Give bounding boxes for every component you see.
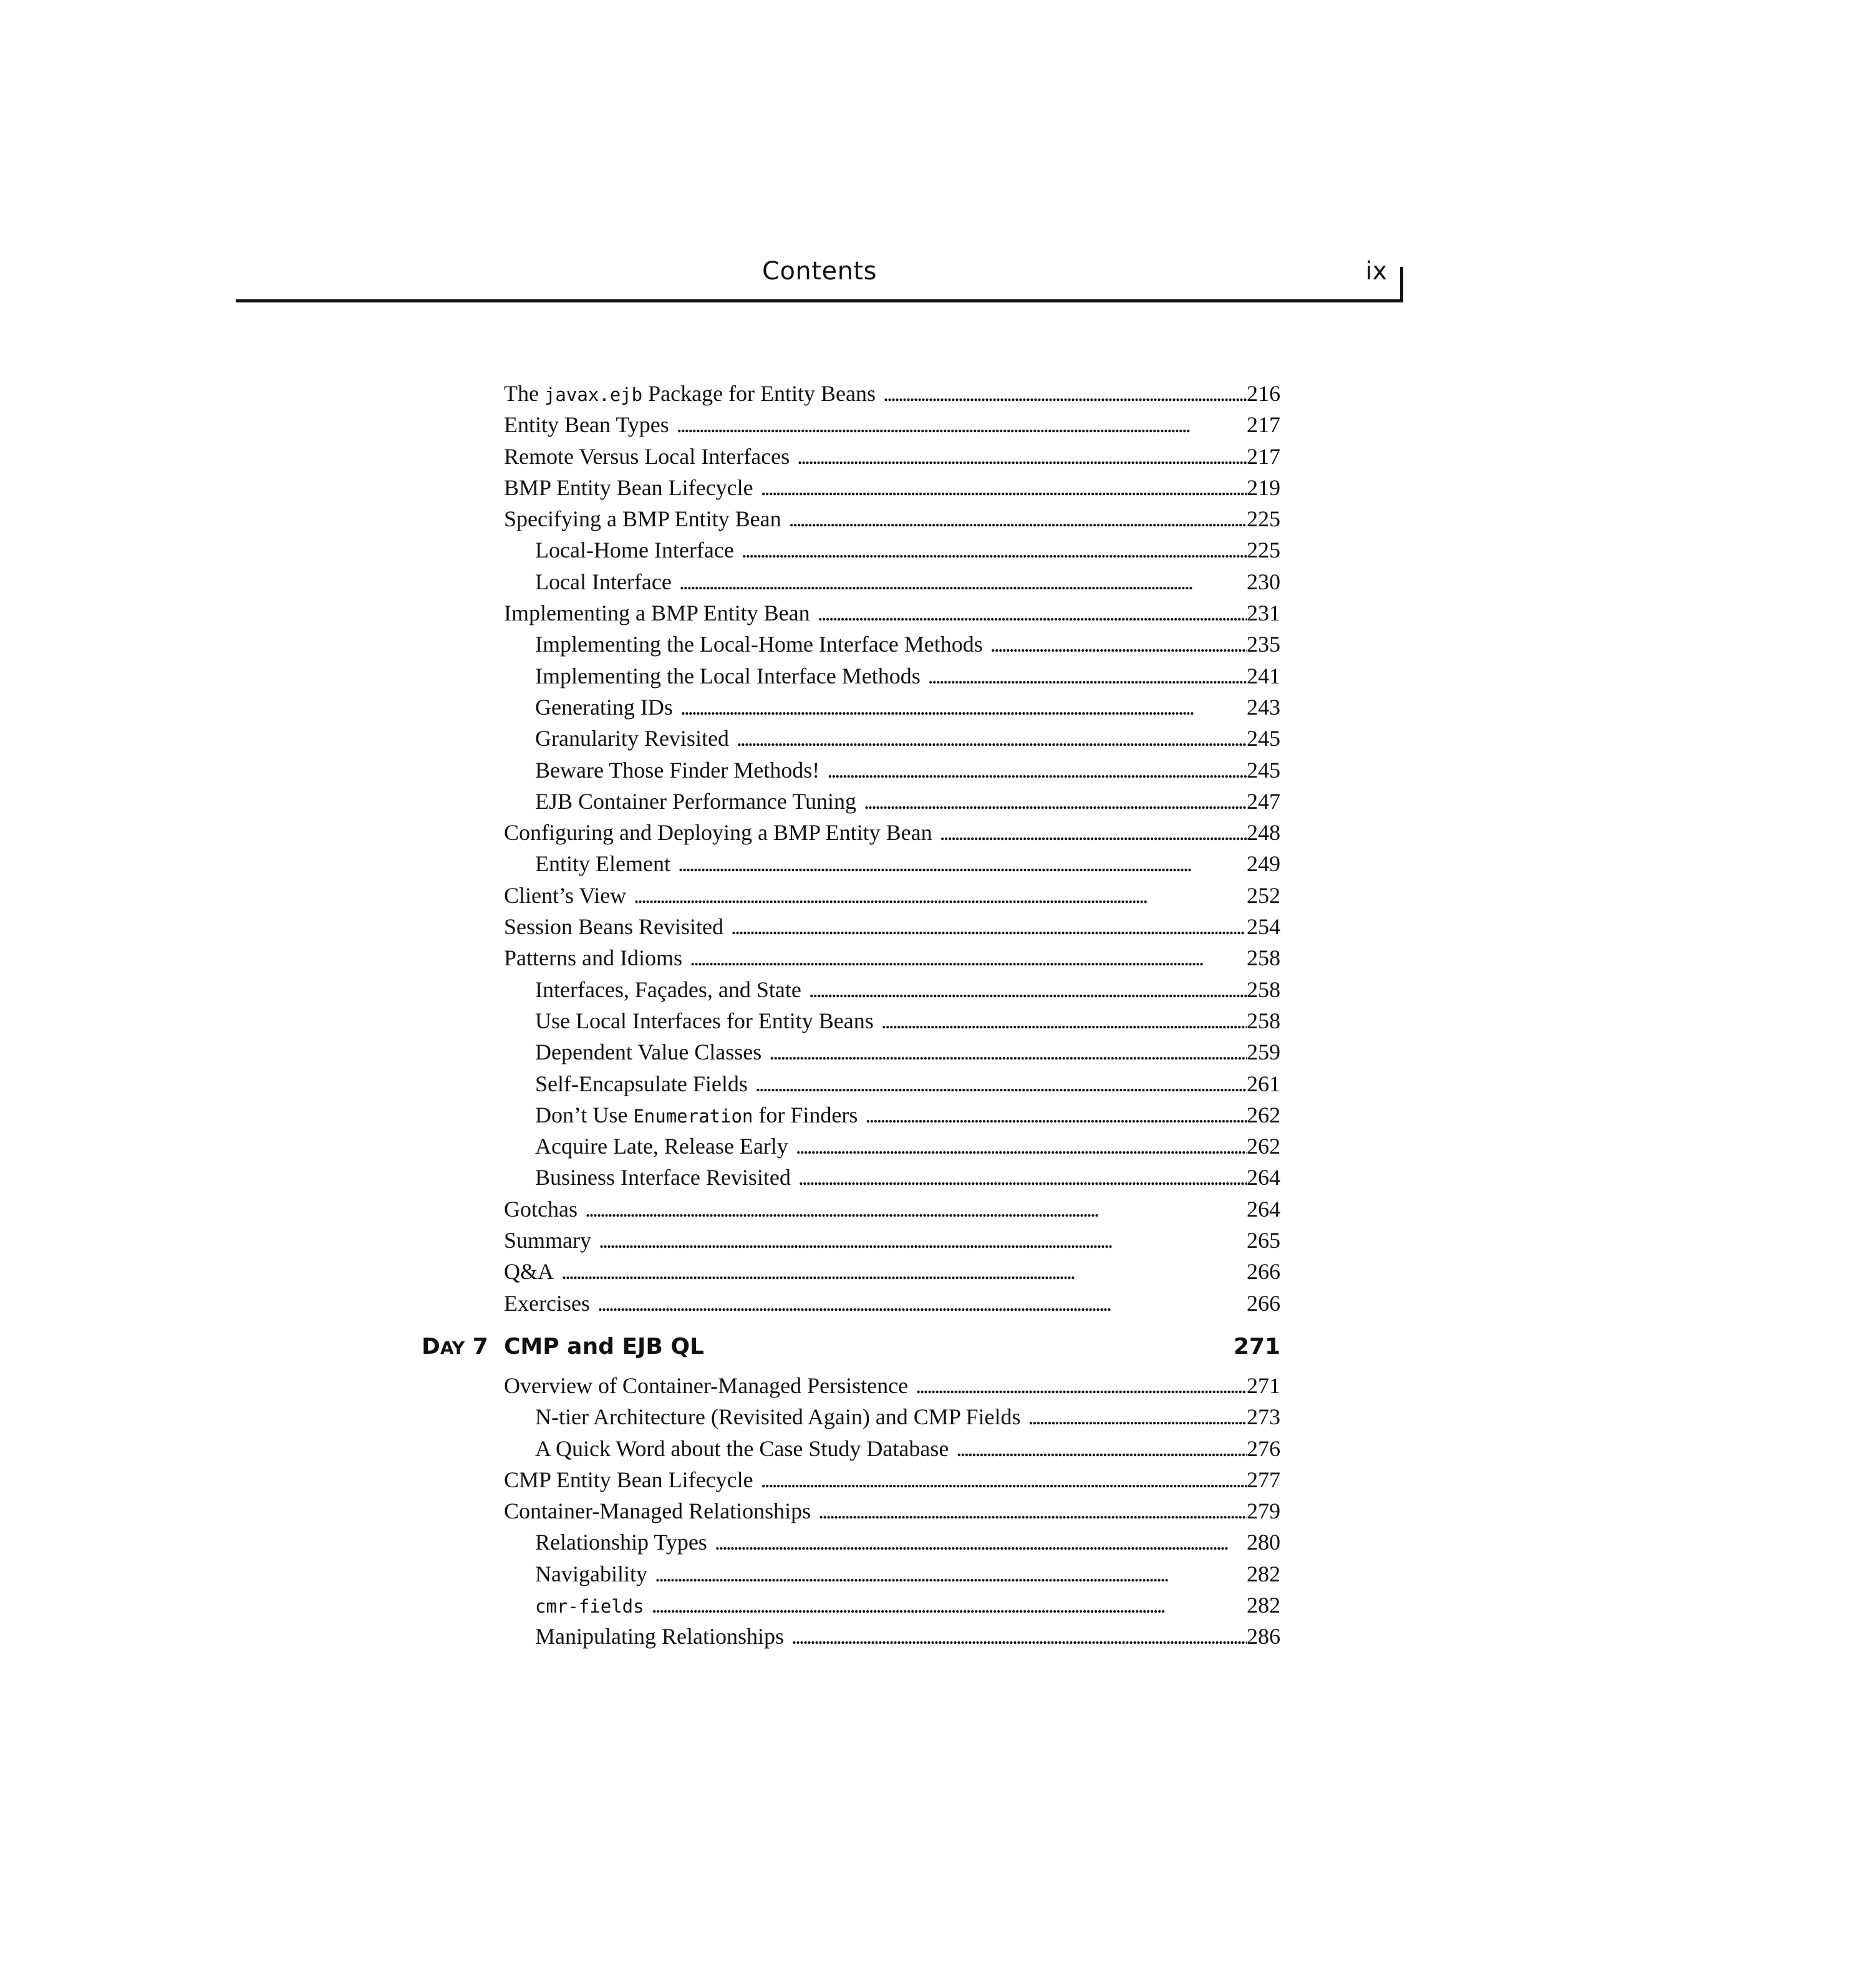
toc-entry <box>504 786 1280 817</box>
dot-leader <box>940 817 1247 848</box>
toc-entry-page: 252 <box>1247 882 1280 908</box>
dot-leader <box>798 1162 1247 1193</box>
toc-entry <box>504 441 1280 472</box>
toc-entry <box>504 660 1280 692</box>
toc-entry-page: 271 <box>1247 1373 1280 1398</box>
toc-entry-page: 217 <box>1247 412 1280 438</box>
toc-entry-page: 261 <box>1247 1071 1280 1096</box>
toc-entry-text: Gotchas <box>504 1196 578 1222</box>
toc-entry-title <box>535 660 928 692</box>
toc-entry-text: Implementing a BMP Entity Bean <box>504 601 810 626</box>
toc-entry <box>504 1068 1280 1099</box>
toc-entry-text: Remote Versus Local Interfaces <box>504 443 790 469</box>
dot-leader <box>797 441 1247 472</box>
dot-leader <box>761 1464 1247 1495</box>
dot-leader <box>731 911 1247 942</box>
toc-entry-text: Q&A <box>504 1259 554 1285</box>
toc-entry-title <box>504 1495 818 1527</box>
toc-entry-page: 219 <box>1247 475 1280 500</box>
toc-entry <box>504 911 1280 942</box>
toc-entry-text: Specifying a BMP Entity Bean <box>504 506 781 532</box>
toc-entry-title <box>535 534 742 566</box>
toc-entry <box>504 1225 1280 1256</box>
toc-entry-text: Beware Those Finder Methods! <box>535 757 820 783</box>
dot-leader <box>561 1256 1247 1287</box>
toc-entry <box>504 1099 1280 1131</box>
toc-entry-page: 258 <box>1247 945 1280 971</box>
toc-entry <box>504 1401 1280 1432</box>
toc-entry-text: Navigability <box>535 1561 647 1586</box>
toc-entry-title <box>535 1162 798 1193</box>
toc-entry-text: Local-Home Interface <box>535 538 734 563</box>
header-rule <box>1400 267 1403 301</box>
toc-entry-page: 230 <box>1247 569 1280 594</box>
toc-entry-page: 249 <box>1247 851 1280 877</box>
toc-entry-text: Client’s View <box>504 882 627 908</box>
toc-entry-page: 245 <box>1247 757 1280 783</box>
toc-entry-title <box>535 1036 769 1068</box>
toc-entry-text: Relationship Types <box>535 1530 707 1555</box>
toc-entry-text: Implementing the Local Interface Methods <box>535 663 921 688</box>
chapter-label <box>422 1324 488 1371</box>
dot-leader <box>755 1068 1247 1099</box>
toc-entry-page: 262 <box>1247 1102 1280 1127</box>
toc-entry-text: Implementing the Local-Home Interface Methods <box>535 632 983 657</box>
dot-leader <box>818 597 1247 629</box>
toc-entry-page: 265 <box>1247 1228 1280 1253</box>
toc-entry-page: 258 <box>1247 1008 1280 1033</box>
dot-leader <box>864 786 1247 817</box>
toc-entry <box>504 974 1280 1005</box>
chapter-label-number: 7 <box>465 1333 488 1359</box>
toc-entry <box>504 1131 1280 1162</box>
toc-entry-text: EJB Container Performance Tuning <box>535 788 856 814</box>
toc-entry-text: Entity Bean Types <box>504 412 669 438</box>
toc-entry-text: Summary <box>504 1228 591 1253</box>
table-of-contents <box>422 378 1280 1653</box>
dot-leader <box>680 692 1247 723</box>
toc-entry-title <box>535 1005 881 1036</box>
toc-entry-title <box>535 848 678 879</box>
toc-section-day7 <box>504 1370 1280 1653</box>
toc-entry-title <box>535 1558 655 1590</box>
toc-entry-page: 264 <box>1247 1165 1280 1190</box>
toc-entry <box>504 1464 1280 1495</box>
toc-entry <box>504 534 1280 566</box>
dot-leader <box>818 1495 1247 1527</box>
chapter-label-smallcaps: AY <box>440 1337 465 1358</box>
toc-entry <box>504 1162 1280 1193</box>
dot-leader <box>791 1621 1247 1652</box>
toc-entry-title <box>504 378 883 409</box>
toc-entry-title <box>504 503 789 534</box>
toc-entry-page: 266 <box>1247 1259 1280 1285</box>
toc-entry-title <box>535 629 990 660</box>
toc-entry <box>504 1495 1280 1527</box>
toc-entry-text: Configuring and Deploying a BMP Entity Bean <box>504 820 932 846</box>
toc-entry-title <box>504 1194 585 1225</box>
toc-entry-title <box>535 692 680 723</box>
toc-entry-text: Container-Managed Relationships <box>504 1498 811 1524</box>
toc-entry-page: 264 <box>1247 1196 1280 1222</box>
toc-entry <box>504 723 1280 754</box>
chapter-title: CMP and EJB QL <box>504 1333 704 1359</box>
toc-entry <box>504 942 1280 973</box>
toc-entry <box>504 880 1280 911</box>
toc-entry-title <box>535 1590 652 1621</box>
toc-entry-page: 235 <box>1247 632 1280 657</box>
toc-entry-page: 243 <box>1247 694 1280 720</box>
toc-entry-title <box>504 1288 597 1319</box>
toc-entry-text: Overview of Container-Managed Persistence <box>504 1373 909 1398</box>
toc-entry-text: Entity Element <box>535 851 670 877</box>
dot-leader <box>769 1036 1247 1068</box>
toc-entry-page: 217 <box>1247 443 1280 469</box>
toc-entry-page: 216 <box>1247 381 1280 406</box>
toc-entry <box>504 1256 1280 1287</box>
toc-entry-title <box>504 880 634 911</box>
toc-entry-text: Session Beans Revisited <box>504 914 723 940</box>
toc-entry <box>504 472 1280 503</box>
toc-entry-text: Self-Encapsulate Fields <box>535 1071 748 1096</box>
dot-leader <box>634 880 1247 911</box>
dot-leader <box>652 1590 1247 1621</box>
toc-entry <box>504 1590 1280 1621</box>
toc-entry <box>504 1527 1280 1558</box>
toc-entry-page: 273 <box>1247 1404 1280 1430</box>
toc-entry <box>504 1621 1280 1652</box>
toc-entry-text: Exercises <box>504 1290 590 1316</box>
toc-entry-title <box>535 1099 865 1131</box>
toc-entry <box>504 566 1280 597</box>
dot-leader <box>865 1099 1247 1131</box>
dot-leader <box>690 942 1247 973</box>
toc-entry-text: Local Interface <box>535 569 672 594</box>
dot-leader <box>796 1131 1247 1162</box>
toc-entry-title <box>504 1225 599 1256</box>
toc-entry-text: Dependent Value Classes <box>535 1040 762 1065</box>
toc-entry-page: 245 <box>1247 726 1280 751</box>
toc-entry-page: 231 <box>1247 601 1280 626</box>
toc-entry-title <box>535 1131 796 1162</box>
toc-entry-page: 254 <box>1247 914 1280 940</box>
toc-entry <box>504 1036 1280 1068</box>
toc-entry <box>504 597 1280 629</box>
chapter-page-number: 271 <box>1233 1333 1280 1359</box>
toc-entry <box>504 1370 1280 1401</box>
toc-entry-text: Manipulating Relationships <box>535 1624 784 1649</box>
dot-leader <box>715 1527 1247 1558</box>
dot-leader <box>742 534 1247 566</box>
dot-leader <box>883 378 1247 409</box>
toc-entry-text: Generating IDs <box>535 694 673 720</box>
toc-entry-text: Use Local Interfaces for Entity Beans <box>535 1008 874 1033</box>
toc-entry-code: cmr-fields <box>535 1595 644 1617</box>
dot-leader <box>679 566 1247 597</box>
toc-entry-page: 276 <box>1247 1436 1280 1461</box>
toc-entry-title <box>504 441 797 472</box>
chapter-label-initial: D <box>422 1333 440 1359</box>
toc-entry-title <box>535 1433 956 1464</box>
toc-entry <box>504 817 1280 848</box>
toc-entry-text-after: Package for Entity Beans <box>642 381 876 406</box>
toc-entry-page: 241 <box>1247 663 1280 688</box>
toc-entry-title <box>504 472 761 503</box>
toc-section-day6 <box>504 378 1280 1319</box>
toc-entry-page: 282 <box>1247 1561 1280 1586</box>
dot-leader <box>737 723 1247 754</box>
dot-leader <box>789 503 1247 534</box>
toc-entry-title <box>535 723 737 754</box>
toc-entry-page: 247 <box>1247 788 1280 814</box>
dot-leader <box>677 409 1247 440</box>
toc-entry <box>504 503 1280 534</box>
toc-entry <box>504 1194 1280 1225</box>
dot-leader <box>809 974 1247 1005</box>
toc-entry-page: 262 <box>1247 1134 1280 1159</box>
toc-entry-title <box>504 911 731 942</box>
toc-entry-title <box>504 817 940 848</box>
toc-entry <box>504 378 1280 409</box>
toc-entry-page: 225 <box>1247 506 1280 532</box>
toc-entry-title <box>535 1068 755 1099</box>
toc-entry <box>504 1558 1280 1590</box>
toc-entry-text: Interfaces, Façades, and State <box>535 977 801 1002</box>
toc-entry-code: Enumeration <box>633 1105 753 1127</box>
page-number: ix <box>1365 257 1387 286</box>
toc-entry <box>504 755 1280 786</box>
toc-entry-page: 266 <box>1247 1290 1280 1316</box>
header-title: Contents <box>762 257 877 286</box>
toc-entry <box>504 1433 1280 1464</box>
toc-entry <box>504 1005 1280 1036</box>
dot-leader <box>678 848 1247 879</box>
chapter-heading <box>422 1324 1280 1370</box>
toc-entry-page: 280 <box>1247 1530 1280 1555</box>
toc-entry-text: Business Interface Revisited <box>535 1165 791 1190</box>
dot-leader <box>585 1194 1247 1225</box>
toc-entry-page: 279 <box>1247 1498 1280 1524</box>
toc-entry-page: 225 <box>1247 538 1280 563</box>
dot-leader <box>827 755 1247 786</box>
toc-entry-page: 277 <box>1247 1467 1280 1492</box>
toc-entry-page: 286 <box>1247 1624 1280 1649</box>
dot-leader <box>956 1433 1247 1464</box>
dot-leader <box>990 629 1247 660</box>
dot-leader <box>881 1005 1247 1036</box>
toc-entry-title <box>504 1370 916 1401</box>
toc-entry-text: Granularity Revisited <box>535 726 729 751</box>
toc-entry-code: javax.ejb <box>544 384 643 405</box>
toc-entry-title <box>535 1527 715 1558</box>
toc-entry-text: CMP Entity Bean Lifecycle <box>504 1467 753 1492</box>
toc-entry-text: The <box>504 381 544 406</box>
toc-entry-page: 258 <box>1247 977 1280 1002</box>
toc-entry-text: Patterns and Idioms <box>504 945 682 971</box>
toc-entry-title <box>535 755 827 786</box>
toc-entry <box>504 692 1280 723</box>
toc-entry <box>504 1288 1280 1319</box>
toc-entry-title <box>535 786 864 817</box>
toc-entry-title <box>504 409 677 440</box>
dot-leader <box>916 1370 1247 1401</box>
dot-leader <box>597 1288 1247 1319</box>
toc-entry-title <box>535 566 679 597</box>
toc-entry-page: 259 <box>1247 1040 1280 1065</box>
toc-entry-title <box>504 942 690 973</box>
toc-entry-text: N-tier Architecture (Revisited Again) and CMP Fields <box>535 1404 1021 1430</box>
toc-entry <box>504 629 1280 660</box>
toc-entry-text: A Quick Word about the Case Study Database <box>535 1436 949 1461</box>
toc-entry-title <box>504 1464 761 1495</box>
toc-entry <box>504 409 1280 440</box>
toc-entry-title <box>535 1401 1028 1432</box>
dot-leader <box>655 1558 1247 1590</box>
toc-entry-title <box>504 1256 561 1287</box>
dot-leader <box>1028 1401 1247 1432</box>
dot-leader <box>761 472 1247 503</box>
dot-leader <box>928 660 1247 692</box>
toc-entry-page: 248 <box>1247 820 1280 846</box>
toc-entry-title <box>535 1621 791 1652</box>
toc-entry-text: BMP Entity Bean Lifecycle <box>504 475 753 500</box>
toc-entry-text-after: for Finders <box>753 1102 858 1127</box>
toc-entry-page: 282 <box>1247 1592 1280 1618</box>
toc-entry-text: Acquire Late, Release Early <box>535 1134 788 1159</box>
dot-leader <box>599 1225 1247 1256</box>
running-header <box>236 249 1403 302</box>
toc-entry-title <box>535 974 809 1005</box>
toc-entry-title <box>504 597 818 629</box>
toc-entry-text: Don’t Use <box>535 1102 634 1127</box>
toc-entry <box>504 848 1280 879</box>
